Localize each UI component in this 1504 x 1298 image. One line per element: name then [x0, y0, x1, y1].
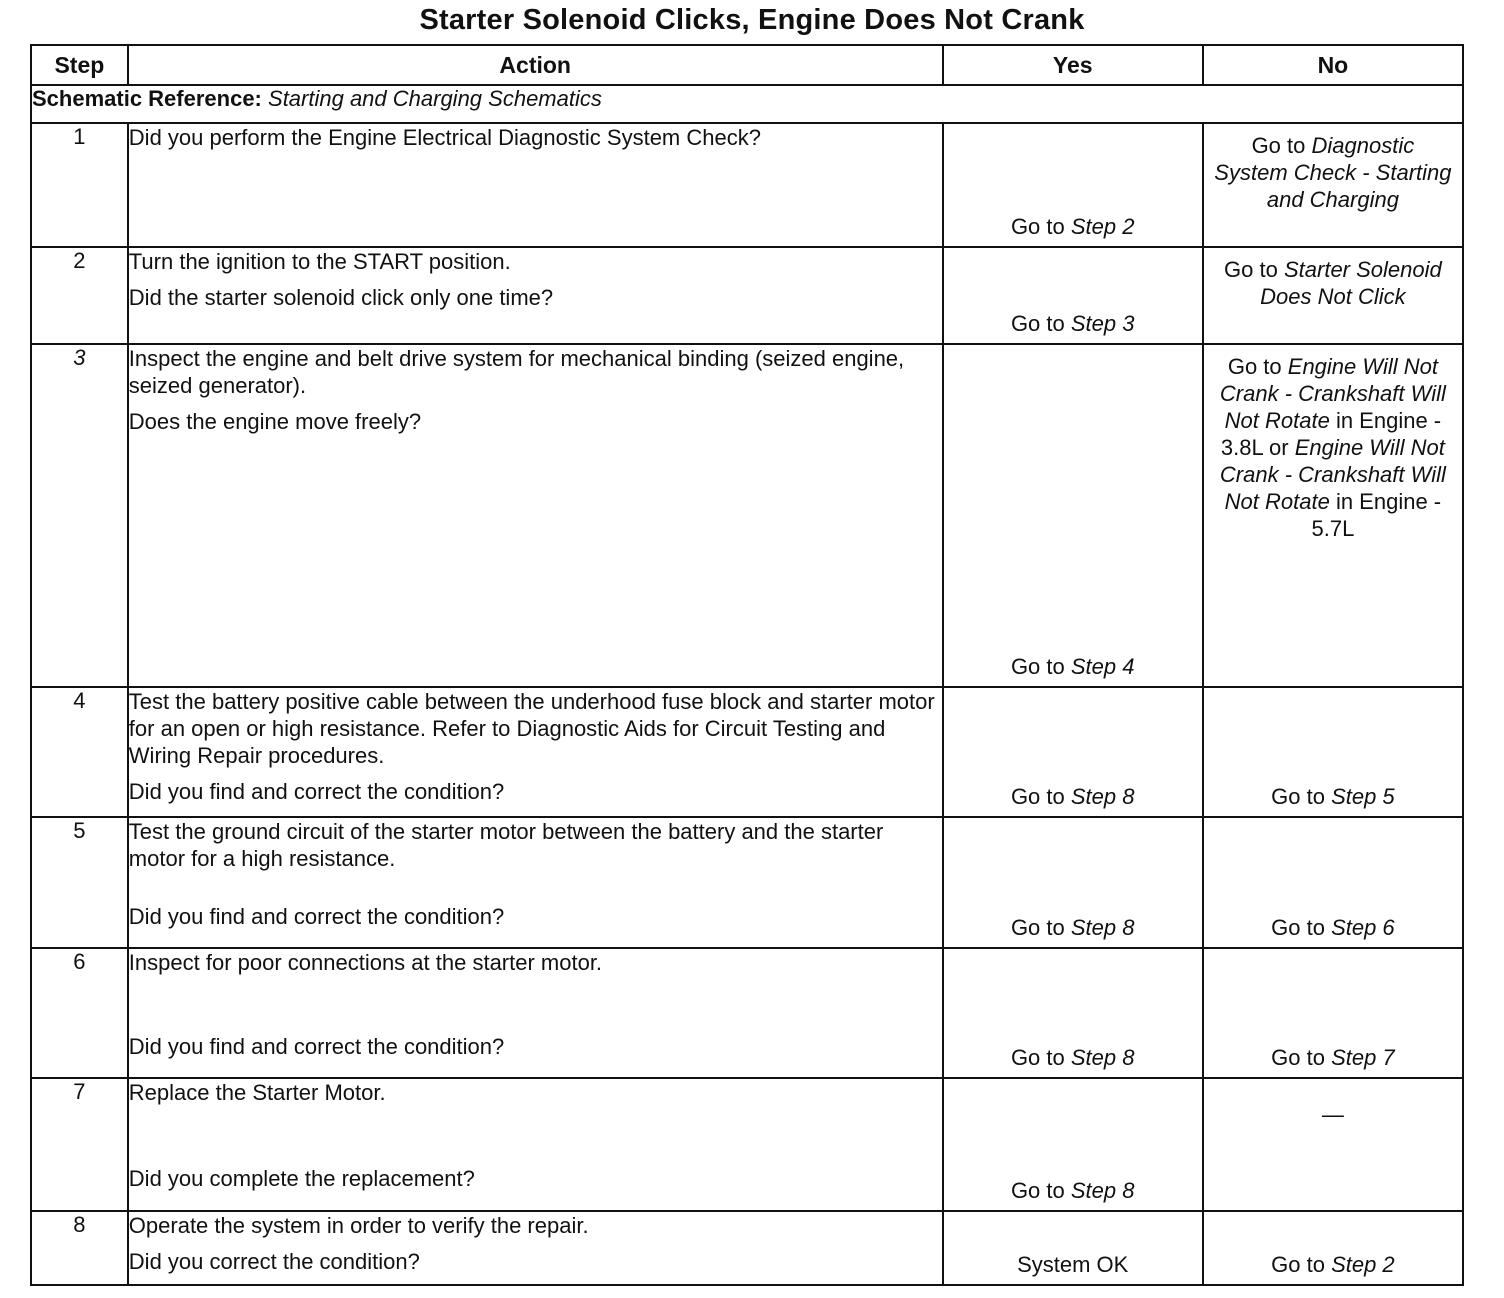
- action-text: Replace the Starter Motor.: [128, 1080, 386, 1106]
- action-cell: [128, 1078, 943, 1210]
- go-to-text: Go to: [1271, 783, 1325, 809]
- action-question: Did you find and correct the condition?: [128, 903, 505, 929]
- no-step-link[interactable]: Step 6: [1331, 915, 1395, 941]
- table-row: [31, 247, 1463, 343]
- no-step-link[interactable]: Starter Solenoid Does Not Click: [1260, 257, 1442, 310]
- go-to-text: Go to: [1271, 1252, 1325, 1277]
- schematic-reference-link[interactable]: Starting and Charging Schematics: [268, 86, 602, 112]
- yes-cell: [943, 687, 1203, 817]
- no-cell: [1203, 687, 1463, 817]
- no-cell: [1203, 948, 1463, 1078]
- no-cell: [1203, 1211, 1463, 1285]
- step-number: 6: [31, 948, 128, 1078]
- step-number: 3: [31, 344, 128, 687]
- go-to-text: Go to: [1271, 1045, 1325, 1071]
- yes-step-link[interactable]: Step 4: [1070, 653, 1135, 679]
- no-step-link[interactable]: Diagnostic System Check - Starting and Charging: [1214, 133, 1452, 213]
- go-to-text: Go to: [1010, 1045, 1065, 1071]
- step-number: 7: [31, 1078, 128, 1210]
- go-to-text: Go to: [1251, 133, 1306, 159]
- action-question: Did you find and correct the condition?: [128, 1034, 505, 1060]
- action-cell: [128, 123, 943, 247]
- schematic-reference-row: [31, 85, 1463, 123]
- header-step: Step: [31, 45, 128, 85]
- action-question: Does the engine move freely?: [128, 408, 422, 434]
- action-cell: [128, 687, 943, 817]
- header-action: Action: [128, 45, 943, 85]
- step-number: 4: [31, 687, 128, 817]
- action-text: Turn the ignition to the START position.: [128, 249, 511, 275]
- yes-cell: [943, 123, 1203, 247]
- no-connector-text: in Engine - 5.7L: [1311, 488, 1442, 541]
- yes-step-link[interactable]: Step 8: [1070, 783, 1135, 809]
- action-text: Did you perform the Engine Electrical Diagnostic System Check?: [128, 125, 761, 151]
- no-step-link[interactable]: Engine Will Not Crank - Crankshaft Will Not Rotate: [1219, 353, 1446, 433]
- step-number: 8: [31, 1211, 128, 1285]
- no-step-link[interactable]: Step 7: [1331, 1045, 1395, 1071]
- yes-cell: [943, 817, 1203, 948]
- yes-cell: [943, 1211, 1203, 1285]
- no-cell: [1203, 817, 1463, 948]
- table-row: [31, 1211, 1463, 1285]
- go-to-text: Go to: [1010, 915, 1065, 941]
- action-text: Test the battery positive cable between the underhood fuse block and starter motor for an open or high resistance. Refer to Diagnostic Aids for Circuit Testing and Wiring Repair procedures.: [128, 688, 935, 768]
- yes-step-link[interactable]: Step 8: [1070, 915, 1135, 941]
- action-question: Did you find and correct the condition?: [128, 778, 505, 804]
- no-cell: [1203, 247, 1463, 343]
- system-ok-text: System OK: [1017, 1252, 1129, 1277]
- action-question: Did you complete the replacement?: [128, 1166, 475, 1192]
- step-number: 1: [31, 123, 128, 247]
- action-cell: [128, 247, 943, 343]
- no-cell: [1203, 1078, 1463, 1210]
- step-number: 5: [31, 817, 128, 948]
- yes-step-link[interactable]: Step 2: [1070, 214, 1135, 240]
- go-to-text: Go to: [1010, 653, 1065, 679]
- yes-step-link[interactable]: Step 3: [1070, 310, 1135, 336]
- go-to-text: Go to: [1010, 1177, 1065, 1203]
- action-text: Test the ground circuit of the starter motor between the battery and the starter motor for a high resistance.: [128, 818, 884, 871]
- table-row: [31, 948, 1463, 1078]
- action-cell: [128, 1211, 943, 1285]
- no-cell: [1203, 344, 1463, 687]
- action-question: Did the starter solenoid click only one time?: [128, 285, 554, 311]
- table-row: [31, 687, 1463, 817]
- go-to-text: Go to: [1227, 353, 1282, 379]
- action-text: Inspect for poor connections at the starter motor.: [128, 950, 603, 976]
- go-to-text: Go to: [1271, 915, 1325, 941]
- table-row: [31, 123, 1463, 247]
- no-step-link[interactable]: Step 2: [1331, 1252, 1395, 1277]
- go-to-text: Go to: [1010, 310, 1065, 336]
- yes-cell: [943, 948, 1203, 1078]
- yes-cell: [943, 344, 1203, 687]
- step-number: 2: [31, 247, 128, 343]
- page-title: Starter Solenoid Clicks, Engine Does Not Crank: [419, 4, 1085, 36]
- no-step-link[interactable]: Engine Will Not Crank - Crankshaft Will Not Rotate: [1219, 434, 1446, 514]
- go-to-text: Go to: [1224, 257, 1278, 283]
- no-dash: —: [1321, 1102, 1344, 1128]
- yes-cell: [943, 247, 1203, 343]
- header-yes: Yes: [943, 45, 1203, 85]
- action-text: Operate the system in order to verify the repair.: [128, 1212, 589, 1238]
- no-cell: [1203, 123, 1463, 247]
- action-cell: [128, 948, 943, 1078]
- schematic-reference-label: Schematic Reference:: [32, 86, 262, 112]
- action-text: Inspect the engine and belt drive system for mechanical binding (seized engine, seized generator).: [128, 345, 905, 398]
- yes-step-link[interactable]: Step 8: [1070, 1045, 1135, 1071]
- go-to-text: Go to: [1010, 783, 1065, 809]
- action-cell: [128, 817, 943, 948]
- header-row: [31, 45, 1463, 85]
- table-row: [31, 1078, 1463, 1210]
- header-no: No: [1203, 45, 1463, 85]
- table-row: [31, 344, 1463, 687]
- schematic-reference: [31, 85, 1463, 123]
- table-row: [31, 817, 1463, 948]
- yes-cell: [943, 1078, 1203, 1210]
- no-connector-text: in Engine - 3.8L or: [1220, 407, 1442, 460]
- go-to-text: Go to: [1010, 214, 1065, 240]
- yes-step-link[interactable]: Step 8: [1070, 1177, 1135, 1203]
- no-step-link[interactable]: Step 5: [1331, 783, 1395, 809]
- action-question: Did you correct the condition?: [128, 1248, 420, 1274]
- action-cell: [128, 344, 943, 687]
- diagnostic-table: [30, 44, 1464, 1286]
